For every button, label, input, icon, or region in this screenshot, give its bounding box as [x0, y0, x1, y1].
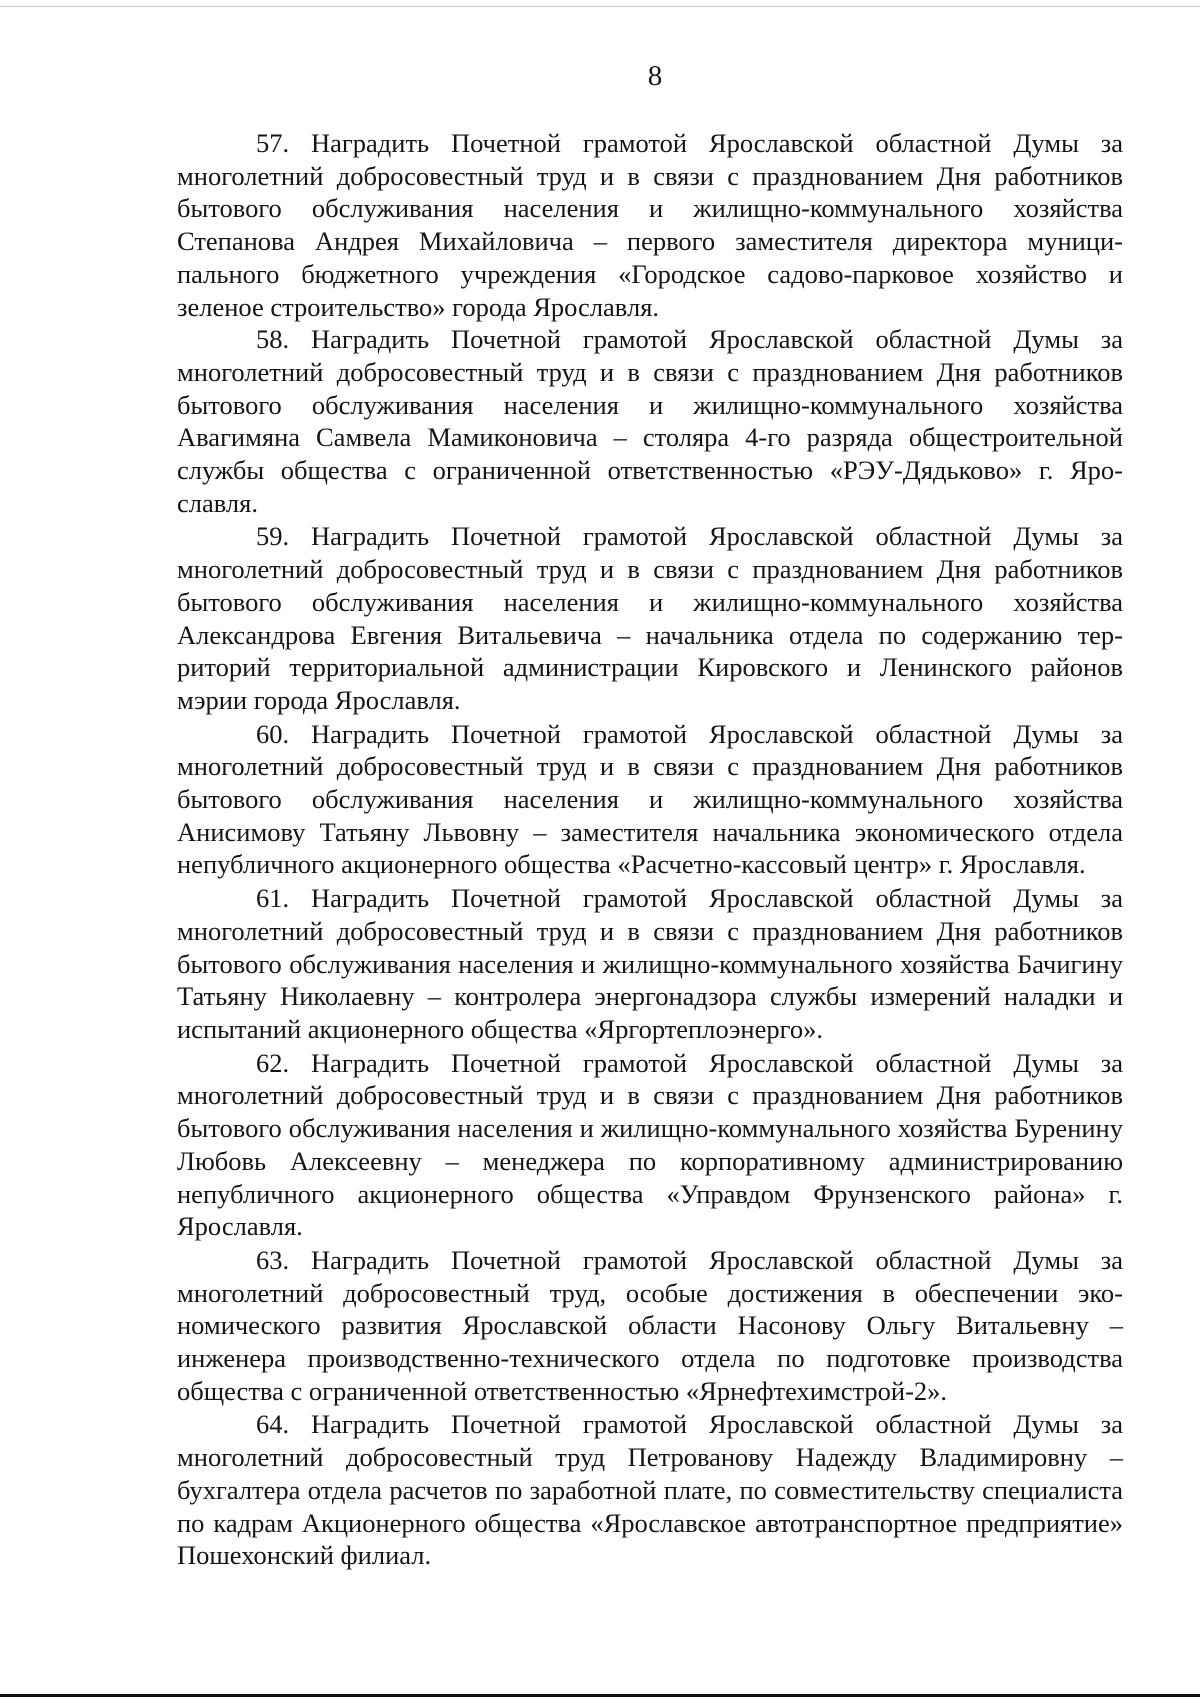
scan-edge-top: [0, 6, 1200, 7]
paragraph-item-59: 59. Наградить Почетной грамотой Ярославской областной Думы за многолетний добросовестный труд и в связи с празднованием Дня работников бытового обслуживания населения и жилищно-коммунального хозяйства Александрова Евгения Витальевича – начальника отдела по содержанию территорий территориальной администрации Кировского и Ленинского районов мэрии города Ярославля.: [177, 521, 1123, 715]
page-number: 8: [647, 60, 663, 92]
paragraph-item-58: 58. Наградить Почетной грамотой Ярославской областной Думы за многолетний добросовестный труд и в связи с празднованием Дня работников бытового обслуживания населения и жилищно-коммунального хозяйства Авагимяна Самвела Мамиконовича – столяра 4-го разряда общестроительной службы общества с ограниченной ответственностью «РЭУ-Дядьково» г. Ярославля.: [177, 324, 1123, 518]
document-body: [177, 127, 1123, 1572]
paragraph-item-57: 57. Наградить Почетной грамотой Ярославской областной Думы за многолетний добросовестный труд и в связи с празднованием Дня работников бытового обслуживания населения и жилищно-коммунального хозяйства Степанова Андрея Михайловича – первого заместителя директора муниципального бюджетного учреждения «Городское садово-парковое хозяйство и зеленое строительство» города Ярославля.: [177, 128, 1123, 322]
paragraph-item-64: 64. Наградить Почетной грамотой Ярославской областной Думы за многолетний добросовестный труд Петрованову Надежду Владимировну – бухгалтера отдела расчетов по заработной плате, по совместительству специалиста по кадрам Акционерного общества «Ярославское автотранспортное предприятие» Пошехонский филиал.: [177, 1409, 1123, 1571]
paragraph-item-62: 62. Наградить Почетной грамотой Ярославской областной Думы за многолетний добросовестный труд и в связи с празднованием Дня работников бытового обслуживания населения и жилищно-коммунального хозяйства Буренину Любовь Алексеевну – менеджера по корпоративному администрированию непубличного акционерного общества «Управдом Фрунзенского района» г. Ярославля.: [177, 1047, 1123, 1242]
paragraph-item-63: 63. Наградить Почетной грамотой Ярославской областной Думы за многолетний добросовестный труд, особые достижения в обеспечении экономического развития Ярославской области Насонову Ольгу Витальевну – инженера производственно-технического отдела по подготовке производства общества с ограниченной ответственностью «Ярнефтехимстрой-2».: [177, 1244, 1123, 1406]
scan-edge-bottom: [0, 1694, 1200, 1697]
paragraph-item-60: 60. Наградить Почетной грамотой Ярославской областной Думы за многолетний добросовестный труд и в связи с празднованием Дня работников бытового обслуживания населения и жилищно-коммунального хозяйства Анисимову Татьяну Львовну – заместителя начальника экономического отдела непубличного акционерного общества «Расчетно-кассовый центр» г. Ярославля.: [177, 718, 1123, 880]
paragraph-item-61: 61. Наградить Почетной грамотой Ярославской областной Думы за многолетний добросовестный труд и в связи с празднованием Дня работников бытового обслуживания населения и жилищно-коммунального хозяйства Бачигину Татьяну Николаевну – контролера энергонадзора службы измерений наладки и испытаний акционерного общества «Яргортеплоэнерго».: [177, 883, 1123, 1044]
